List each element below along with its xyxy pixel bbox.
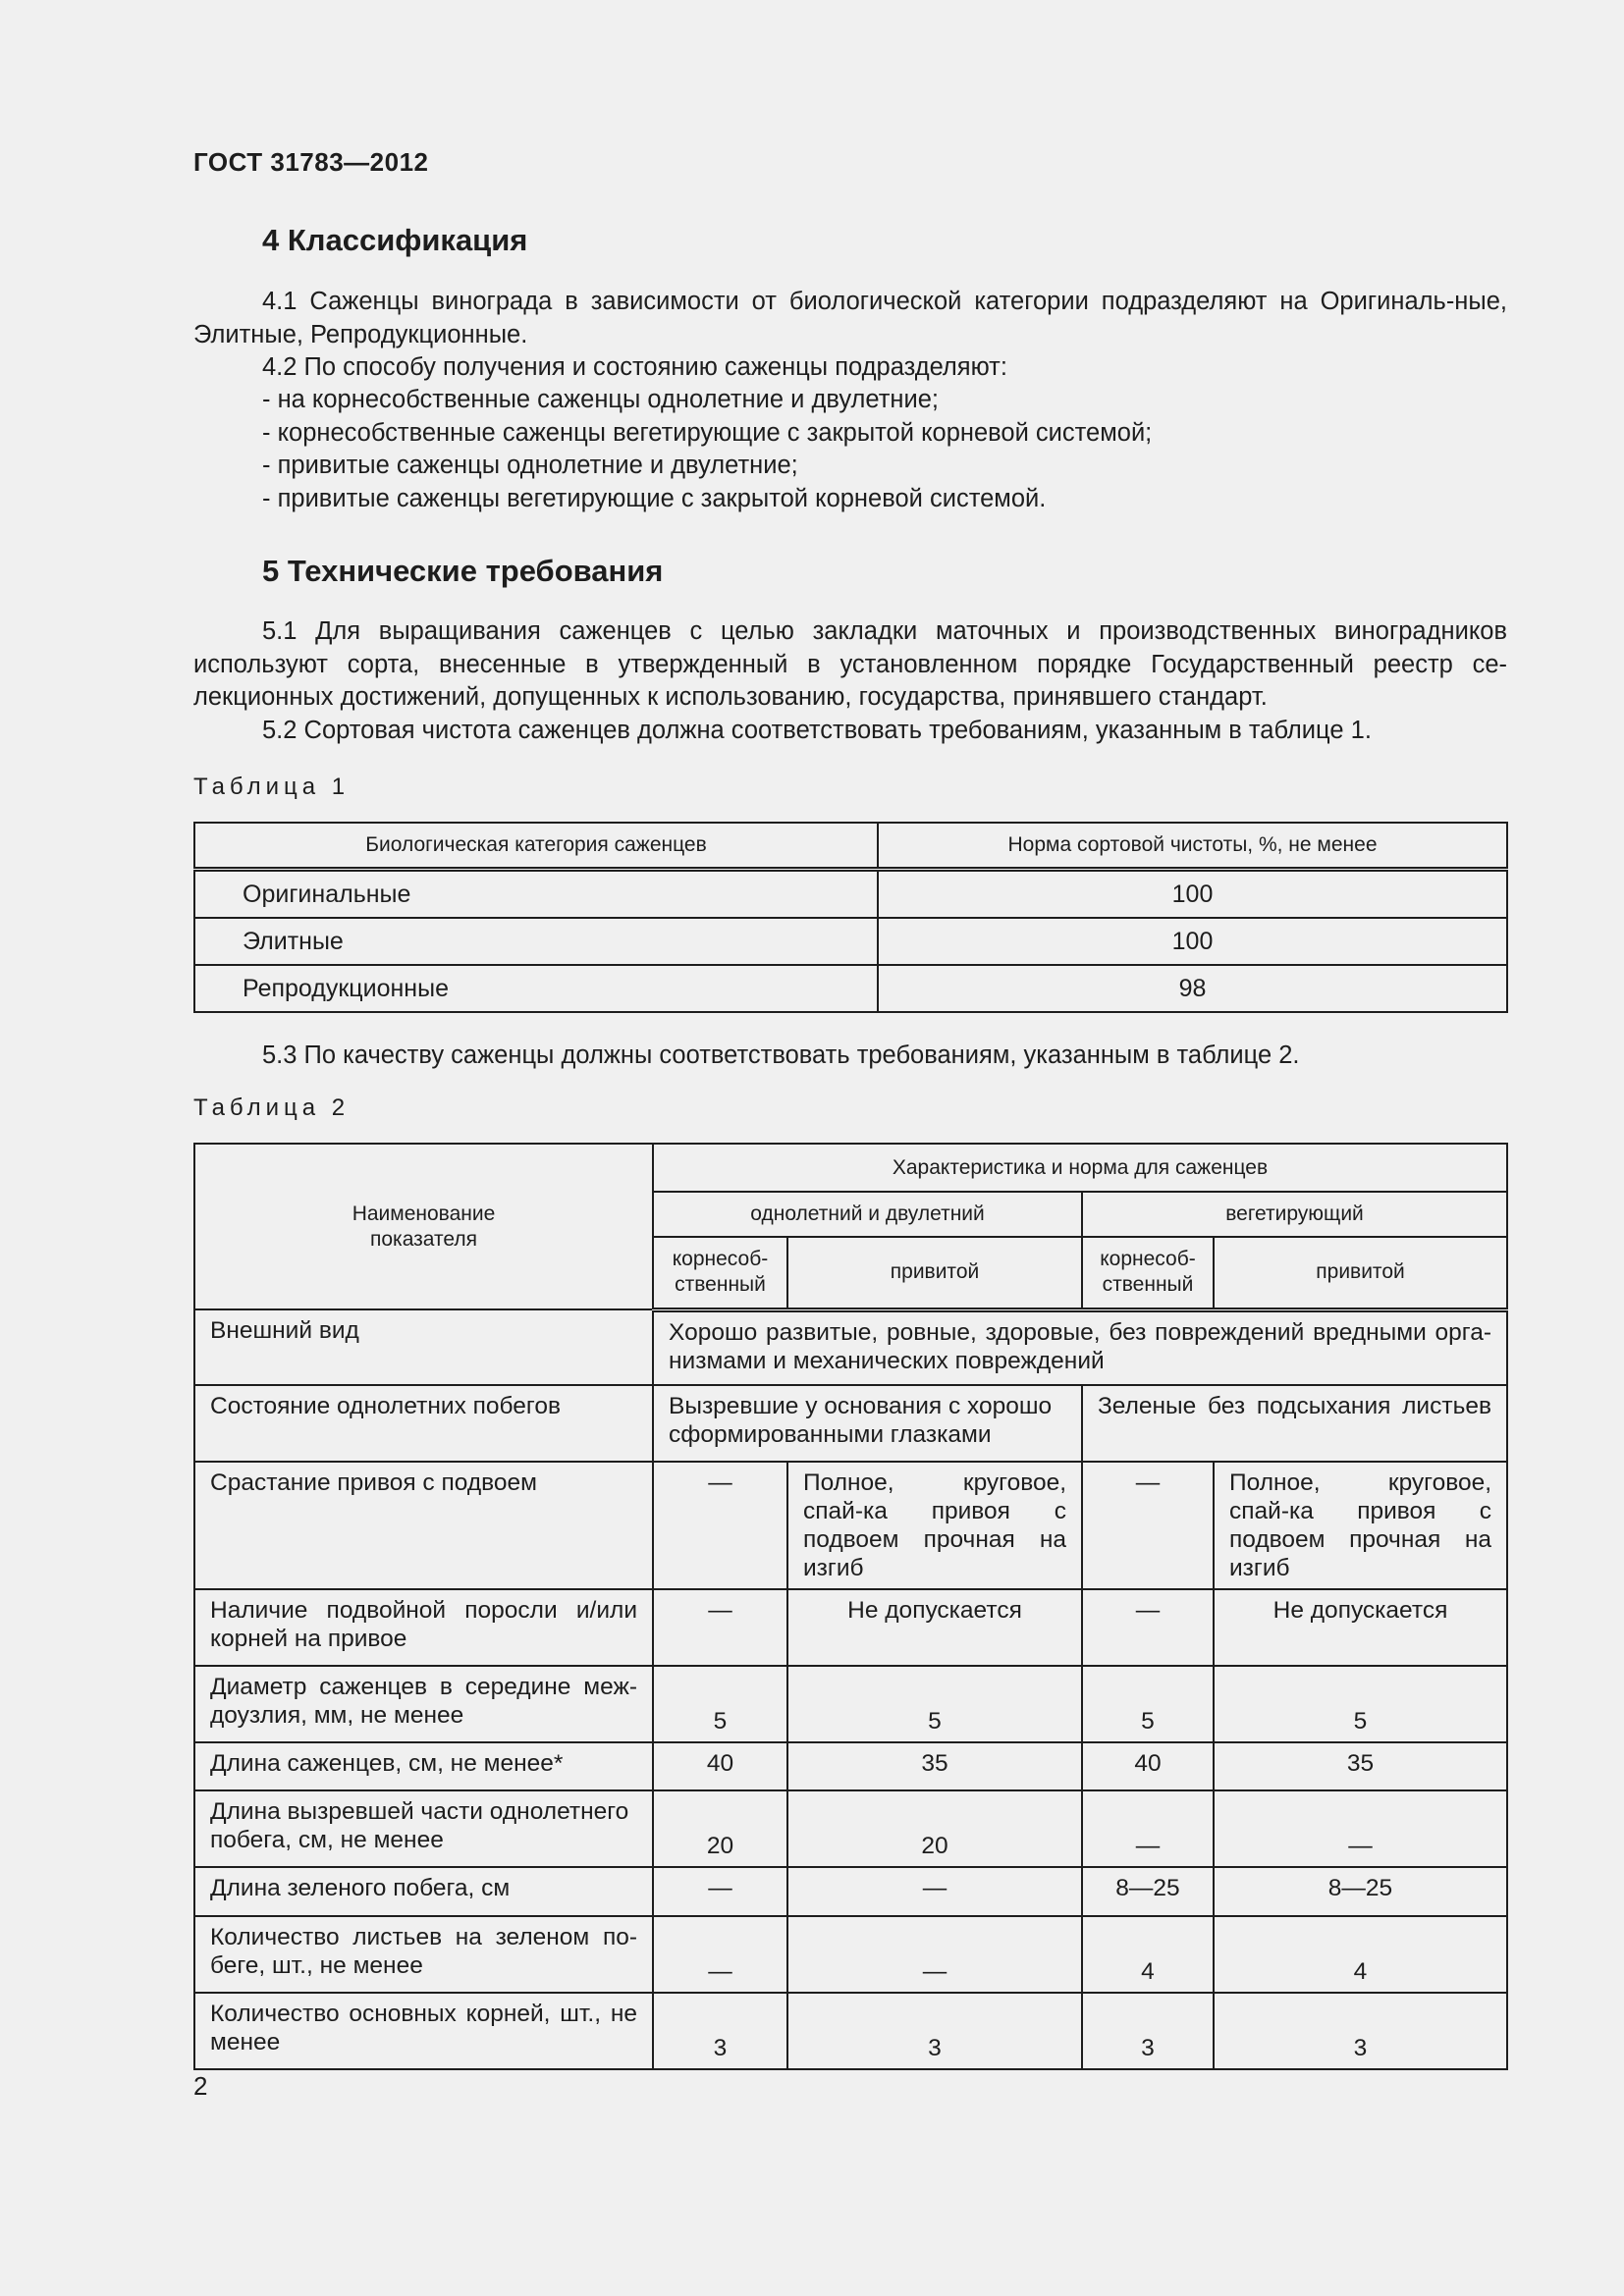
list-item: - на корнесобственные саженцы однолетние и двулетние; [262, 386, 939, 413]
table-cell: 5 [1214, 1666, 1507, 1742]
table-cell: — [787, 1867, 1082, 1916]
table-cell: Наличие подвойной поросли и/или корней на привое [194, 1589, 653, 1666]
table-cell: Полное, круговое, спай-ка привоя с подвоем прочная на изгиб [787, 1462, 1082, 1589]
table-row [194, 1462, 1507, 1589]
table-header-cell: вегетирующий [1082, 1192, 1507, 1237]
table-cell: 5 [653, 1666, 787, 1742]
table-cell: 20 [787, 1790, 1082, 1867]
table-cell: Внешний вид [194, 1309, 653, 1385]
table-cell: Полное, круговое, спай-ка привоя с подвоем прочная на изгиб [1214, 1462, 1507, 1589]
table-cell: — [653, 1916, 787, 1993]
table-cell: — [1082, 1589, 1214, 1666]
table-cell: — [1214, 1790, 1507, 1867]
table-row [194, 870, 1507, 919]
table-cell: Количество основных корней, шт., не менее [194, 1993, 653, 2069]
table-header-cell: однолетний и двулетний [653, 1192, 1082, 1237]
table-cell: 3 [653, 1993, 787, 2069]
table-row [194, 918, 1507, 965]
table-row [194, 1742, 1507, 1790]
table-cell: 35 [787, 1742, 1082, 1790]
table-row [194, 1589, 1507, 1666]
table-cell: Длина саженцев, см, не менее* [194, 1742, 653, 1790]
table-header-cell: привитой [1214, 1237, 1507, 1309]
table-cell: — [787, 1916, 1082, 1993]
table-header-row [194, 823, 1507, 870]
list-item: - привитые саженцы однолетние и двулетние; [262, 452, 798, 479]
table-cell: 5 [1082, 1666, 1214, 1742]
table-header-cell: привитой [787, 1237, 1082, 1309]
table-2 [193, 1143, 1508, 2070]
section-4-paragraph-2: 4.2 По способу получения и состоянию саженцы подразделяют: [262, 353, 1007, 381]
table-row [194, 1867, 1507, 1916]
table-cell: 3 [1214, 1993, 1507, 2069]
table-cell: 40 [653, 1742, 787, 1790]
table-cell: — [653, 1462, 787, 1589]
table-1-caption: Таблица 1 [193, 774, 351, 800]
table-cell: 4 [1214, 1916, 1507, 1993]
table-cell: — [1082, 1462, 1214, 1589]
table-cell: 3 [1082, 1993, 1214, 2069]
table-header-cell: Норма сортовой чистоты, %, не менее [878, 823, 1507, 870]
table-header-cell: корнесоб-ственный [1082, 1237, 1214, 1309]
table-cell: 98 [878, 965, 1507, 1012]
table-cell: 8—25 [1214, 1867, 1507, 1916]
table-cell: 40 [1082, 1742, 1214, 1790]
table-row [194, 1993, 1507, 2069]
table-cell: Срастание привоя с подвоем [194, 1462, 653, 1589]
table-header-row [194, 1144, 1507, 1192]
table-cell: — [653, 1589, 787, 1666]
table-header-cell: корнесоб-ственный [653, 1237, 787, 1309]
table-cell: 8—25 [1082, 1867, 1214, 1916]
page-number: 2 [193, 2071, 208, 2101]
table-cell: 100 [878, 918, 1507, 965]
table-cell: Репродукционные [194, 965, 878, 1012]
table-cell: Количество листьев на зеленом по-беге, шт., не менее [194, 1916, 653, 1993]
table-cell: Элитные [194, 918, 878, 965]
table-header-cell: Биологическая категория саженцев [194, 823, 878, 870]
table-row [194, 1790, 1507, 1867]
table-1 [193, 822, 1508, 1013]
section-4-paragraph-1: 4.1 Саженцы винограда в зависимости от биологической категории подразделяют на Оригиналь-ные, Элитные, Репродукционные. [193, 288, 1507, 348]
table-cell: Оригинальные [194, 870, 878, 919]
list-item: - корнесобственные саженцы вегетирующие с закрытой корневой системой; [262, 419, 1153, 447]
table-cell: Длина зеленого побега, см [194, 1867, 653, 1916]
section-5-paragraph-2: 5.2 Сортовая чистота саженцев должна соответствовать требованиям, указанным в таблице 1. [262, 717, 1372, 744]
table-cell: Не допускается [1214, 1589, 1507, 1666]
table-row [194, 965, 1507, 1012]
table-cell: Вызревшие у основания с хорошо сформированными глазками [653, 1385, 1082, 1462]
table-row [194, 1309, 1507, 1385]
table-cell: 100 [878, 870, 1507, 919]
table-cell: 4 [1082, 1916, 1214, 1993]
table-cell: Длина вызревшей части однолетнего побега, см, не менее [194, 1790, 653, 1867]
table-cell: 5 [787, 1666, 1082, 1742]
list-item: - привитые саженцы вегетирующие с закрытой корневой системой. [262, 485, 1047, 512]
table-cell: — [653, 1867, 787, 1916]
table-header-cell: Характеристика и норма для саженцев [653, 1144, 1507, 1192]
table-header-cell: Наименование показателя [194, 1144, 653, 1309]
table-row [194, 1666, 1507, 1742]
table-cell: Не допускается [787, 1589, 1082, 1666]
table-cell [1082, 1385, 1507, 1462]
table-cell: Диаметр саженцев в середине меж-доузлия, мм, не менее [194, 1666, 653, 1742]
section-4-title: 4 Классификация [262, 223, 528, 257]
section-5-paragraph-3: 5.3 По качеству саженцы должны соответствовать требованиям, указанным в таблице 2. [262, 1041, 1300, 1069]
section-5-title: 5 Технические требования [262, 554, 664, 588]
table-cell: 20 [653, 1790, 787, 1867]
table-cell-text: Зеленые без подсыхания листьев [1098, 1393, 1491, 1419]
table-cell: Состояние однолетних побегов [194, 1385, 653, 1462]
table-2-caption: Таблица 2 [193, 1095, 351, 1121]
section-5-paragraph-1: 5.1 Для выращивания саженцев с целью закладки маточных и производственных виноградников используют сорта, внесенные в утвержденный в установленном порядке Государственный реестр се-лекционных достижений, допущенных к использованию, государства, принявшего стандарт. [193, 617, 1507, 711]
document-header: ГОСТ 31783—2012 [193, 147, 429, 177]
table-cell: Хорошо развитые, ровные, здоровые, без повреждений вредными орга-низмами и механических повреждений [653, 1309, 1507, 1385]
table-cell: 35 [1214, 1742, 1507, 1790]
table-cell: 3 [787, 1993, 1082, 2069]
table-row [194, 1385, 1507, 1462]
table-cell: — [1082, 1790, 1214, 1867]
table-row [194, 1916, 1507, 1993]
